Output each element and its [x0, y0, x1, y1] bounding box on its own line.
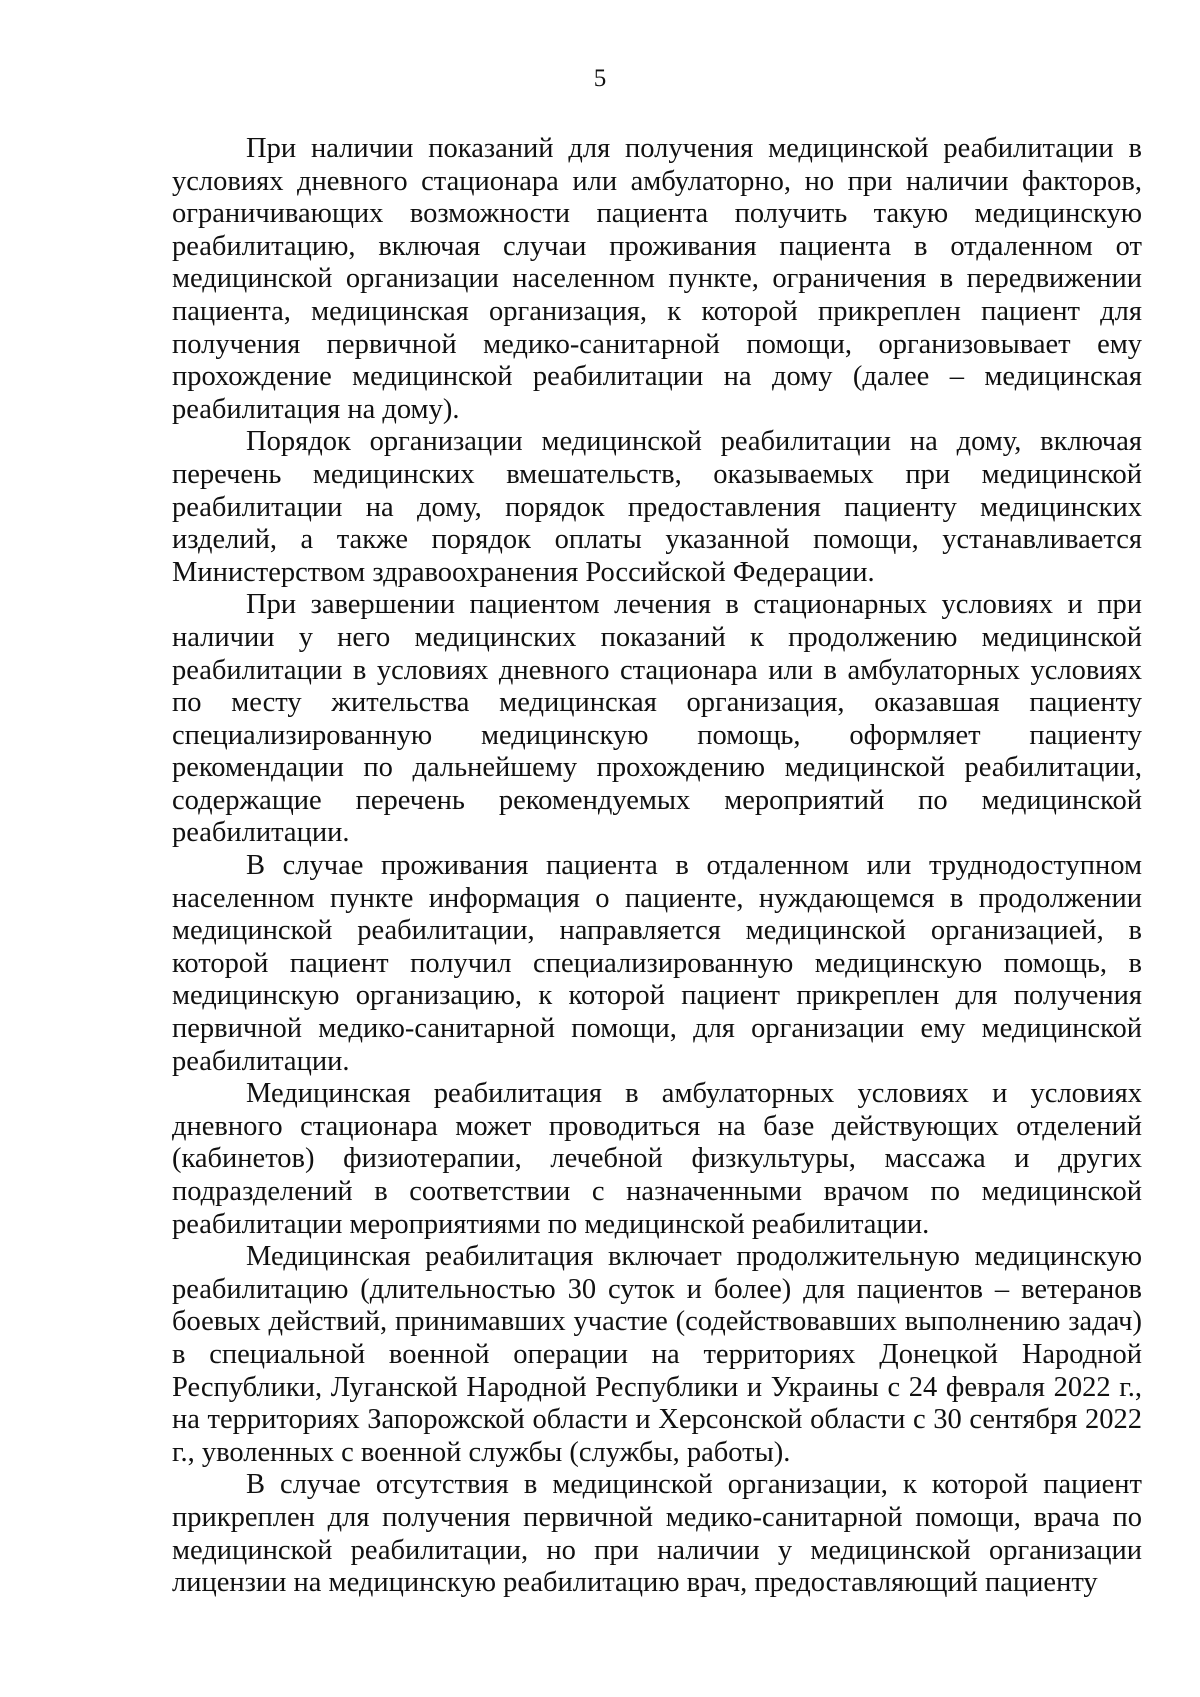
paragraph-outpatient-rehabilitation: Медицинская реабилитация в амбулаторных условиях и условиях дневного стационара может проводиться на базе действующих отделений (кабинетов) физиотерапии, лечебной физкультуры, массажа и других подразделений в соответствии с назначенными врачом по медицинской реабилитации мероприятиями по медицинской реабилитации. [172, 1078, 1142, 1240]
document-body [172, 133, 1142, 1600]
paragraph-long-term-rehabilitation: Медицинская реабилитация включает продолжительную медицинскую реабилитацию (длительностью 30 суток и более) для пациентов – ветеранов боевых действий, принимавших участие (содействовавших выполнению задач) в специальной военной операции на территориях Донецкой Народной Республики, Луганской Народной Республики и Украины с 24 февраля 2022 г., на территориях Запорожской области и Херсонской области с 30 сентября 2022 г., уволенных с военной службы (службы, работы). [172, 1241, 1142, 1468]
paragraph-remote-settlement: В случае проживания пациента в отдаленном или труднодоступном населенном пункте информация о пациенте, нуждающемся в продолжении медицинской реабилитации, направляется медицинской организацией, в которой пациент получил специализированную медицинскую помощь, в медицинскую организацию, к которой пациент прикреплен для получения первичной медико-санитарной помощи, для организации ему медицинской реабилитации. [172, 850, 1142, 1077]
paragraph-home-rehabilitation: При наличии показаний для получения медицинской реабилитации в условиях дневного стационара или амбулаторно, но при наличии факторов, ограничивающих возможности пациента получить такую медицинскую реабилитацию, включая случаи проживания пациента в отдаленном от медицинской организации населенном пункте, ограничения в передвижении пациента, медицинская организация, к которой прикреплен пациент для получения первичной медико-санитарной помощи, организовывает ему прохождение медицинской реабилитации на дому (далее – медицинская реабилитация на дому). [172, 133, 1142, 425]
paragraph-no-rehabilitation-physician: В случае отсутствия в медицинской организации, к которой пациент прикреплен для получения первичной медико-санитарной помощи, врача по медицинской реабилитации, но при наличии у медицинской организации лицензии на медицинскую реабилитацию врач, предоставляющий пациенту [172, 1469, 1142, 1599]
paragraph-home-rehabilitation-procedure: Порядок организации медицинской реабилитации на дому, включая перечень медицинских вмешательств, оказываемых при медицинской реабилитации на дому, порядок предоставления пациенту медицинских изделий, а также порядок оплаты указанной помощи, устанавливается Министерством здравоохранения Российской Федерации. [172, 426, 1142, 588]
paragraph-discharge-recommendations: При завершении пациентом лечения в стационарных условиях и при наличии у него медицинских показаний к продолжению медицинской реабилитации в условиях дневного стационара или в амбулаторных условиях по месту жительства медицинская организация, оказавшая пациенту специализированную медицинскую помощь, оформляет пациенту рекомендации по дальнейшему прохождению медицинской реабилитации, содержащие перечень рекомендуемых мероприятий по медицинской реабилитации. [172, 589, 1142, 849]
page-number: 5 [593, 65, 607, 92]
